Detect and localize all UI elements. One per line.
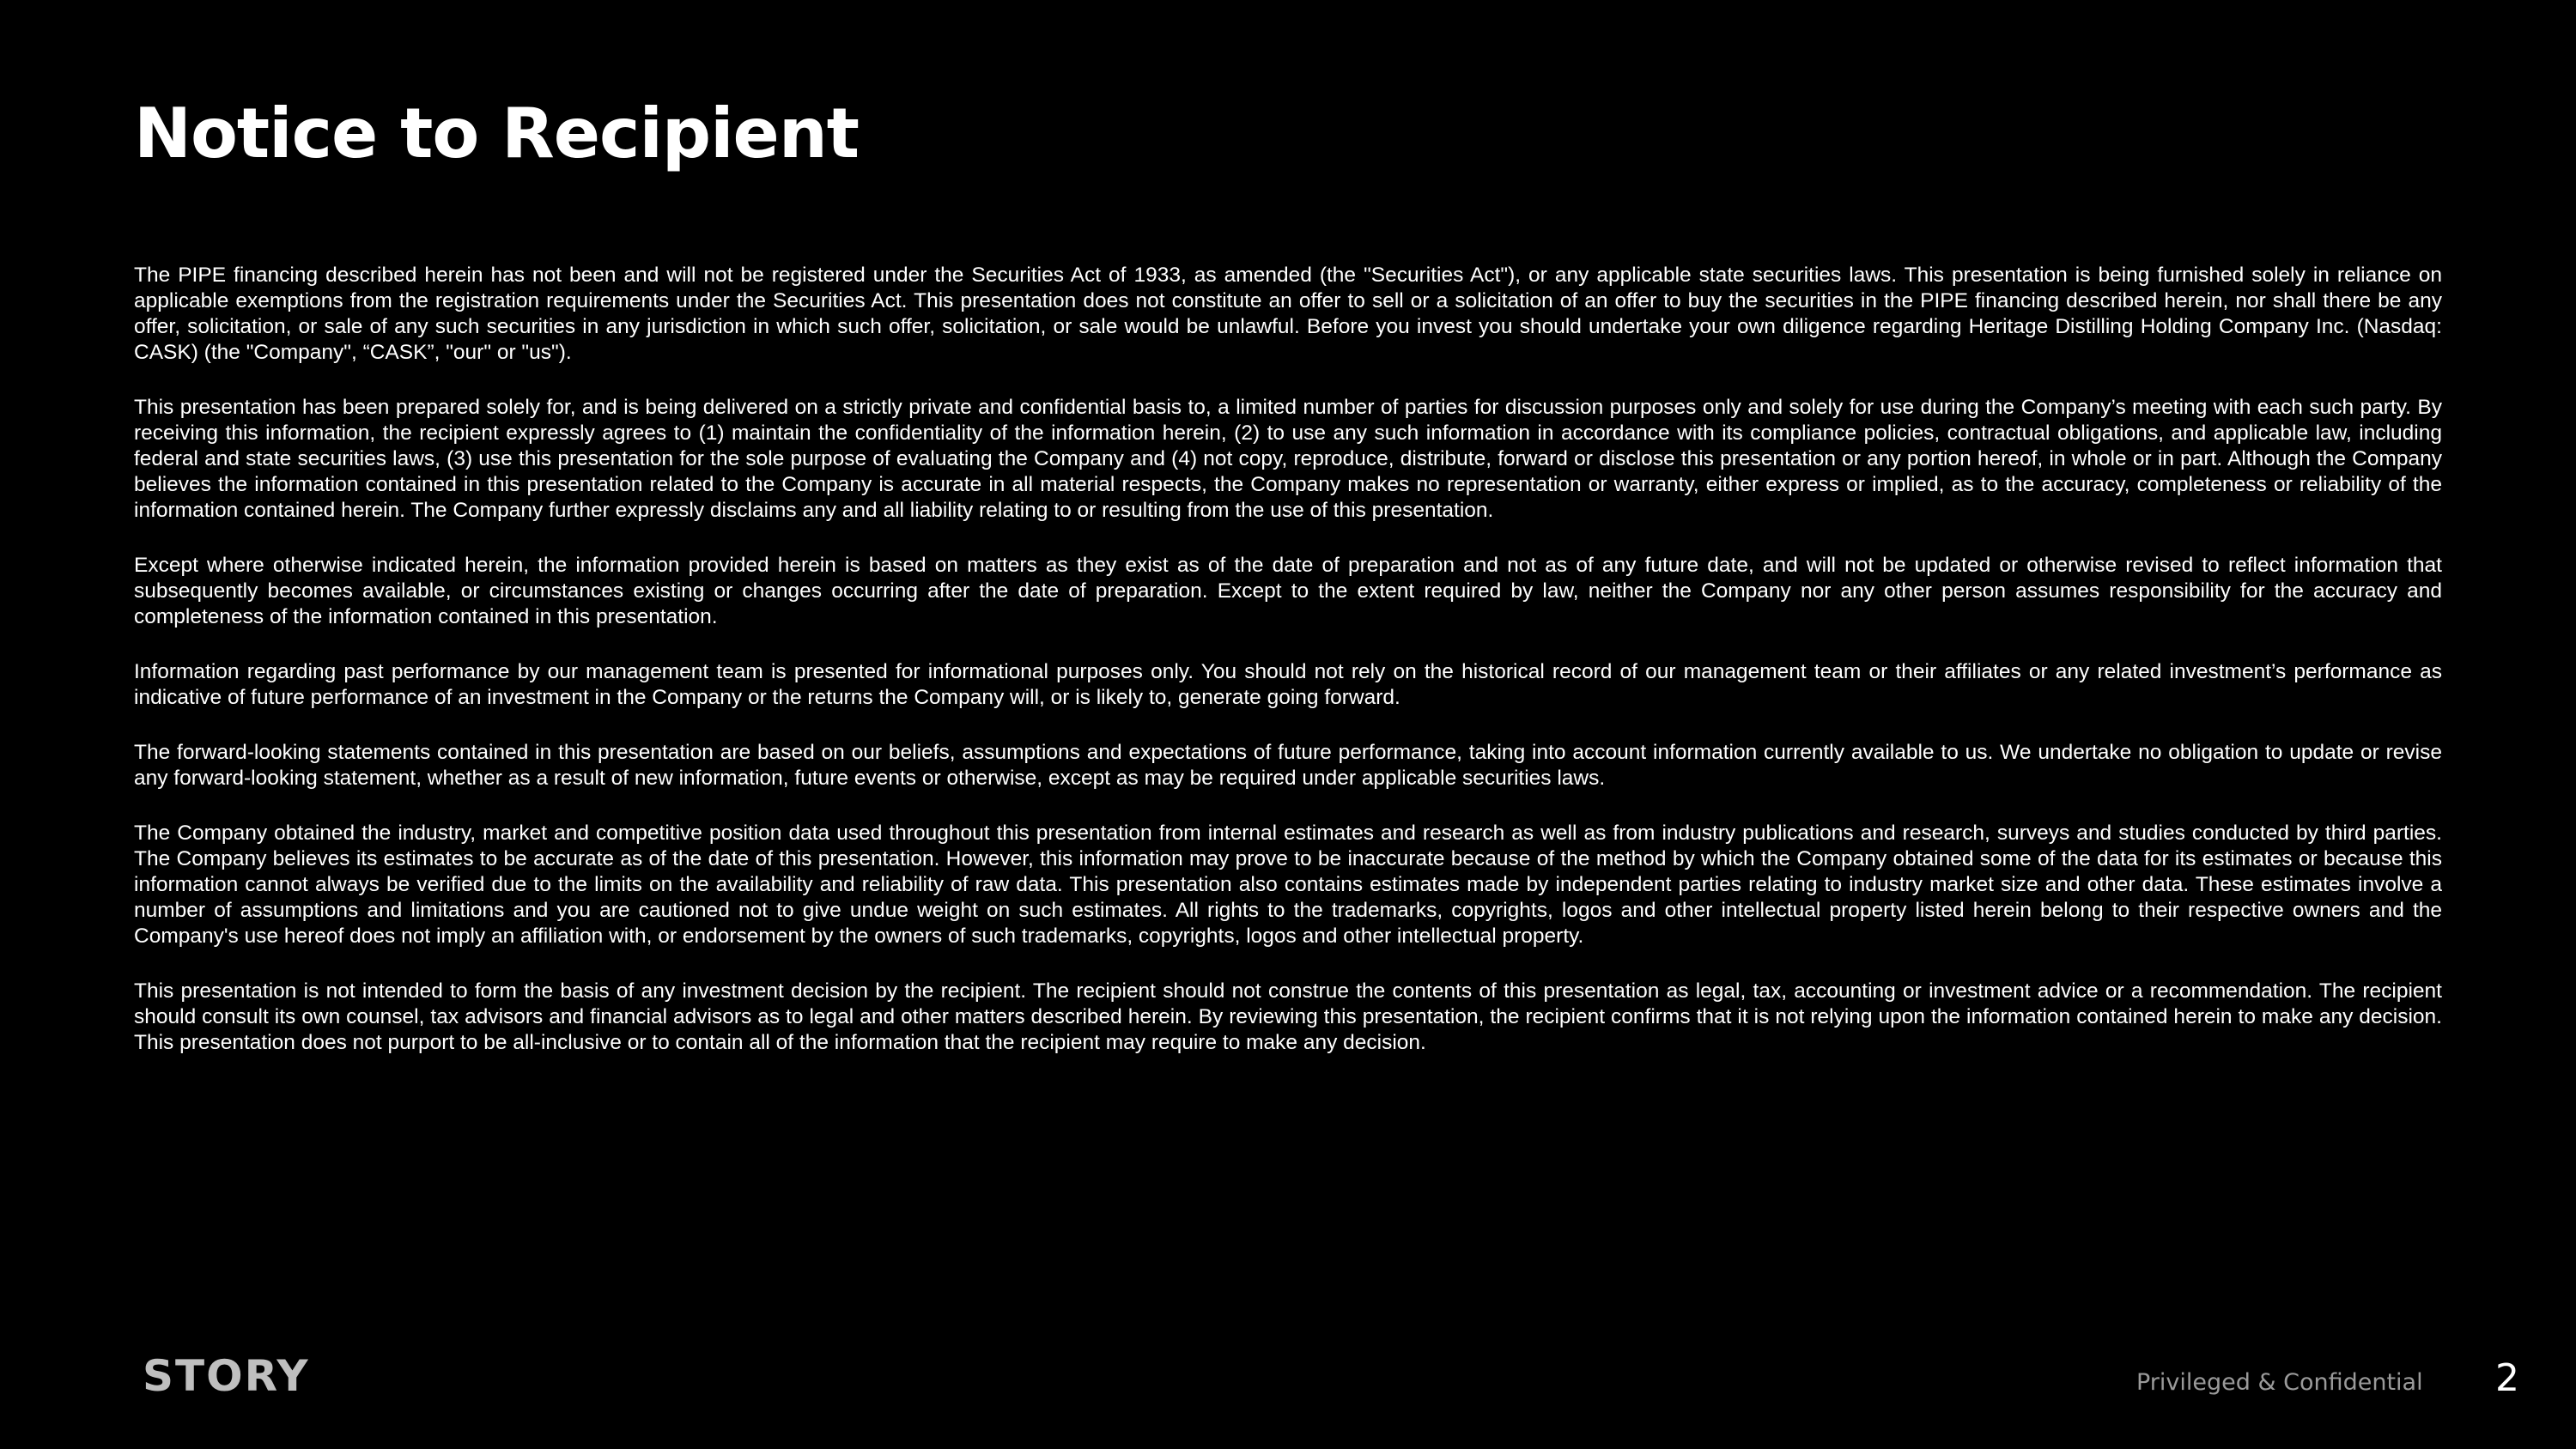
paragraph-industry-data: The Company obtained the industry, market and competitive position data used throughout this presentation from internal estimates and research as well as from industry publications and research, surveys and studies conducted by third parties. The Company believes its estimates to be accurate as of the date of this presentation. However, this information may prove to be inaccurate because of the method by which the Company obtained some of the data for its estimates or because this information cannot always be verified due to the limits on the availability and reliability of raw data. This presentation also contains estimates made by independent parties relating to industry market size and other data. These estimates involve a number of assumptions and limitations and you are cautioned not to give undue weight on such estimates. All rights to the trademarks, copyrights, logos and other intellectual property listed herein belong to their respective owners and the Company's use hereof does not imply an affiliation with, or endorsement by the owners of such trademarks, copyrights, logos and other intellectual property. — [134, 822, 2442, 948]
paragraph-forward-looking: The forward-looking statements contained in this presentation are based on our beliefs, assumptions and expectations of future performance, taking into account information currently available to us. We undertake no obligation to update or revise any forward-looking statement, whether as a result of new information, future events or otherwise, except as may be required under applicable securities laws. — [134, 741, 2442, 790]
notice-body — [134, 263, 2442, 1085]
paragraph-confidentiality: This presentation has been prepared solely for, and is being delivered on a strictly private and confidential basis to, a limited number of parties for discussion purposes only and solely for use during the Company’s meeting with each such party. By receiving this information, the recipient expressly agrees to (1) maintain the confidentiality of the information herein, (2) to use any such information in accordance with its compliance policies, contractual obligations, and applicable law, including federal and state securities laws, (3) use this presentation for the sole purpose of evaluating the Company and (4) not copy, reproduce, distribute, forward or disclose this presentation or any portion hereof, in whole or in part. Although the Company believes the information contained in this presentation related to the Company is accurate in all material respects, the Company makes no representation or warranty, either express or implied, as to the accuracy, completeness or reliability of the information contained herein. The Company further expressly disclaims any and all liability relating to or resulting from the use of this presentation. — [134, 396, 2442, 522]
paragraph-past-performance: Information regarding past performance by our management team is presented for informational purposes only. You should not rely on the historical record of our management team or their affiliates or any related investment’s performance as indicative of future performance of an investment in the Company or the returns the Company will, or is likely to, generate going forward. — [134, 660, 2442, 709]
story-logo: STORY — [143, 1351, 310, 1401]
paragraph-pipe-financing: The PIPE financing described herein has not been and will not be registered under the Securities Act of 1933, as amended (the "Securities Act"), or any applicable state securities laws. This presentation is being furnished solely in reliance on applicable exemptions from the registration requirements under the Securities Act. This presentation does not constitute an offer to sell or a solicitation of an offer to buy the securities in the PIPE financing described herein, nor shall there be any offer, solicitation, or sale of any such securities in any jurisdiction in which such offer, solicitation, or sale would be unlawful. Before you invest you should undertake your own diligence regarding Heritage Distilling Holding Company Inc. (Nasdaq: CASK) (the "Company", “CASK”, "our" or "us"). — [134, 264, 2442, 364]
paragraph-not-investment-advice: This presentation is not intended to form the basis of any investment decision by the recipient. The recipient should not construe the contents of this presentation as legal, tax, accounting or investment advice or a recommendation. The recipient should consult its own counsel, tax advisors and financial advisors as to legal and other matters described herein. By reviewing this presentation, the recipient confirms that it is not relying upon the information contained herein to make any decision. This presentation does not purport to be all-inclusive or to contain all of the information that the recipient may require to make any decision. — [134, 979, 2442, 1054]
paragraph-date-of-preparation: Except where otherwise indicated herein, the information provided herein is based on matters as they exist as of the date of preparation and not as of any future date, and will not be updated or otherwise revised to reflect information that subsequently becomes available, or circumstances existing or changes occurring after the date of preparation. Except to the extent required by law, neither the Company nor any other person assumes responsibility for the accuracy and completeness of the information contained in this presentation. — [134, 554, 2442, 628]
page-title: Notice to Recipient — [134, 94, 860, 173]
confidentiality-note: Privileged & Confidential — [2136, 1369, 2423, 1396]
page-number: 2 — [2495, 1356, 2519, 1400]
